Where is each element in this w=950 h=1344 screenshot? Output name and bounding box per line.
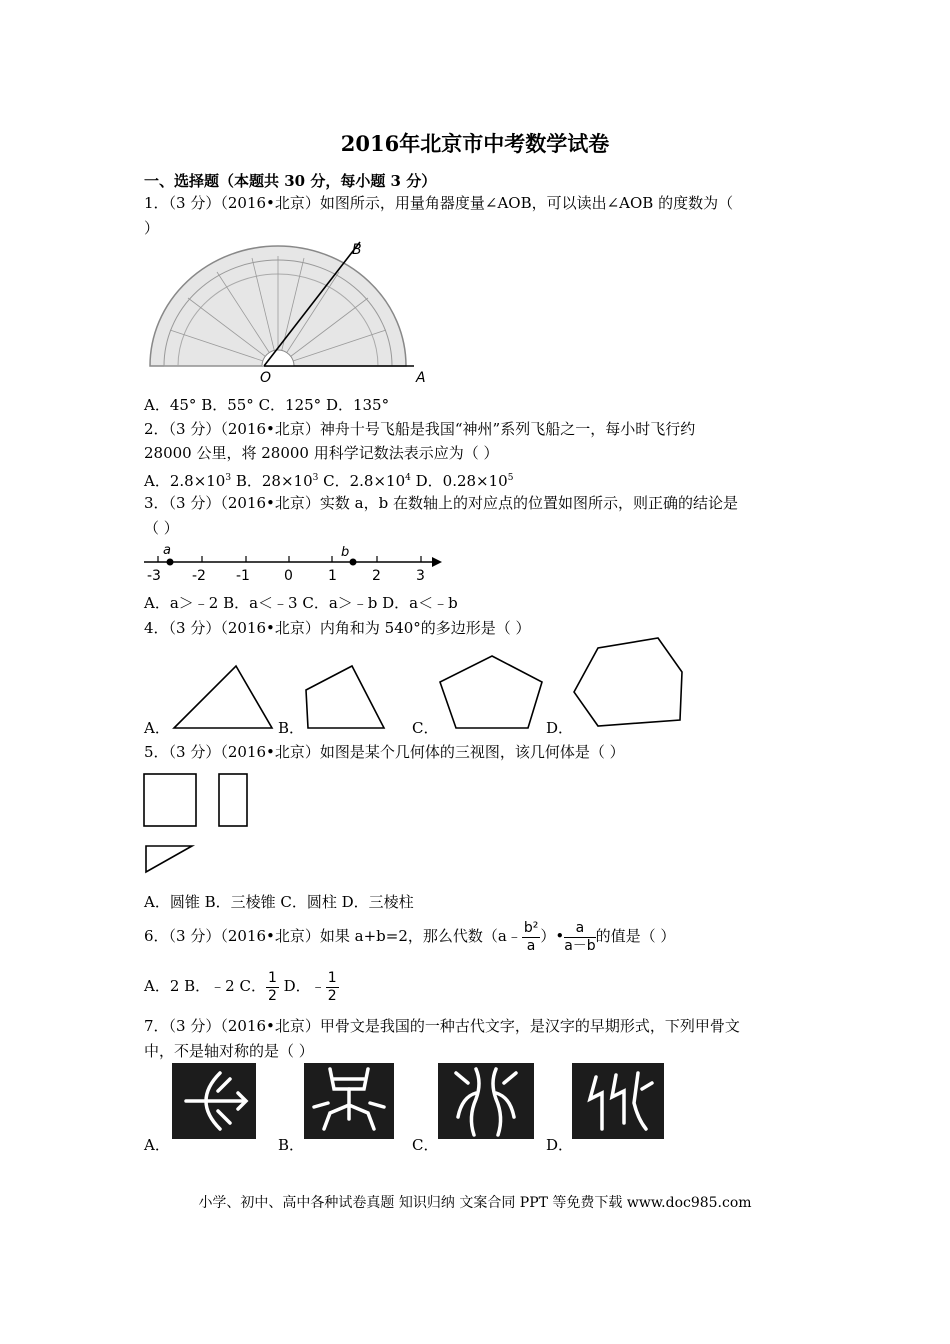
quadrilateral-figure <box>300 660 390 732</box>
q4-option-a: A． <box>144 719 170 737</box>
point-a <box>167 559 174 566</box>
q3-text-line1: 3．（3 分）（2016•北京）实数 a，b 在数轴上的对应点的位置如图所示，则正确的结论是 <box>144 494 738 512</box>
q4-text-line1: 4．（3 分）（2016•北京）内角和为 540°的多边形是（ ） <box>144 619 531 637</box>
oracle-bone-char-d <box>572 1063 664 1139</box>
q6-options: A．2 B．﹣2 C． $\frac{1}{2}$ D．﹣ $\frac{1}{2}$ <box>144 969 337 1004</box>
label-a: A <box>416 370 426 386</box>
q7-option-d: D． <box>546 1136 574 1154</box>
q4-option-c: C． <box>412 719 439 737</box>
top-view <box>146 846 192 872</box>
q5-options: A．圆锥 B．三棱锥 C．圆柱 D．三棱柱 <box>144 893 414 911</box>
q2-options: A．$2.8\times 10^3$ B．$28\times 10^3$ C．$2.8\times 10^4$ D．$0.28\times 10^5$ <box>144 472 514 490</box>
front-view <box>144 774 196 826</box>
q3-text-line2: （ ） <box>144 519 179 537</box>
oracle-bone-char-b <box>304 1063 394 1139</box>
section-heading: 一、选择题（本题共 30 分，每小题 3 分） <box>144 172 437 190</box>
q7-option-c: C． <box>412 1136 439 1154</box>
tick-label: 0 <box>284 568 293 584</box>
pentagon-figure <box>436 652 548 732</box>
point-b <box>350 559 357 566</box>
label-b: B <box>352 242 362 258</box>
q1-options: A．45° B．55° C．125° D．135° <box>144 396 390 414</box>
q2-text-line2: 28000 公里，将 28000 用科学记数法表示应为（ ） <box>144 444 499 462</box>
tick-label: -2 <box>192 568 206 584</box>
label-b: b <box>341 545 350 560</box>
tick-label: 1 <box>328 568 337 584</box>
q7-option-b: B． <box>278 1136 305 1154</box>
q7-text-line1: 7．（3 分）（2016•北京）甲骨文是我国的一种古代文字，是汉字的早期形式，下列甲骨文 <box>144 1017 740 1035</box>
q4-option-d: D． <box>546 719 574 737</box>
label-o: O <box>260 370 272 386</box>
protractor-figure <box>144 238 434 388</box>
q3-options: A．a＞﹣2 B．a＜﹣3 C．a＞﹣b D．a＜﹣b <box>144 594 458 612</box>
side-view <box>219 774 247 826</box>
q2-text-line1: 2．（3 分）（2016•北京）神舟十号飞船是我国“神州”系列飞船之一，每小时飞行约 <box>144 420 696 438</box>
footer-text: 小学、初中、高中各种试卷真题 知识归纳 文案合同 PPT 等免费下载 www.doc985.com <box>198 1195 752 1211</box>
number-line-figure <box>140 540 450 590</box>
q1-text-line1: 1．（3 分）（2016•北京）如图所示，用量角器度量∠AOB，可以读出∠AOB 的度数为（ <box>144 194 734 212</box>
hexagon-figure <box>570 634 688 732</box>
triangle-figure <box>170 660 275 732</box>
tick-label: -1 <box>236 568 250 584</box>
tick-label: -3 <box>147 568 161 584</box>
tick-label: 2 <box>372 568 381 584</box>
q7-text-line2: 中，不是轴对称的是（ ） <box>144 1042 314 1060</box>
label-a: a <box>163 543 171 558</box>
q1-text-line2: ） <box>144 219 160 237</box>
oracle-bone-char-a <box>172 1063 256 1139</box>
q6-text-line1: 6．（3 分）（2016•北京）如果 a+b=2，那么代数（a﹣ $\frac{\text{b²}}{a}$ ）• $\frac{a}{a-b}$ 的值是（ ） <box>144 919 676 954</box>
q7-option-a: A． <box>144 1136 170 1154</box>
q5-text-line1: 5．（3 分）（2016•北京）如图是某个几何体的三视图，该几何体是（ ） <box>144 743 625 761</box>
q4-option-b: B． <box>278 719 305 737</box>
three-view-figure <box>140 770 260 882</box>
page-title: 2016年北京市中考数学试卷 <box>340 131 610 156</box>
oracle-bone-char-c <box>438 1063 534 1139</box>
tick-label: 3 <box>416 568 425 584</box>
